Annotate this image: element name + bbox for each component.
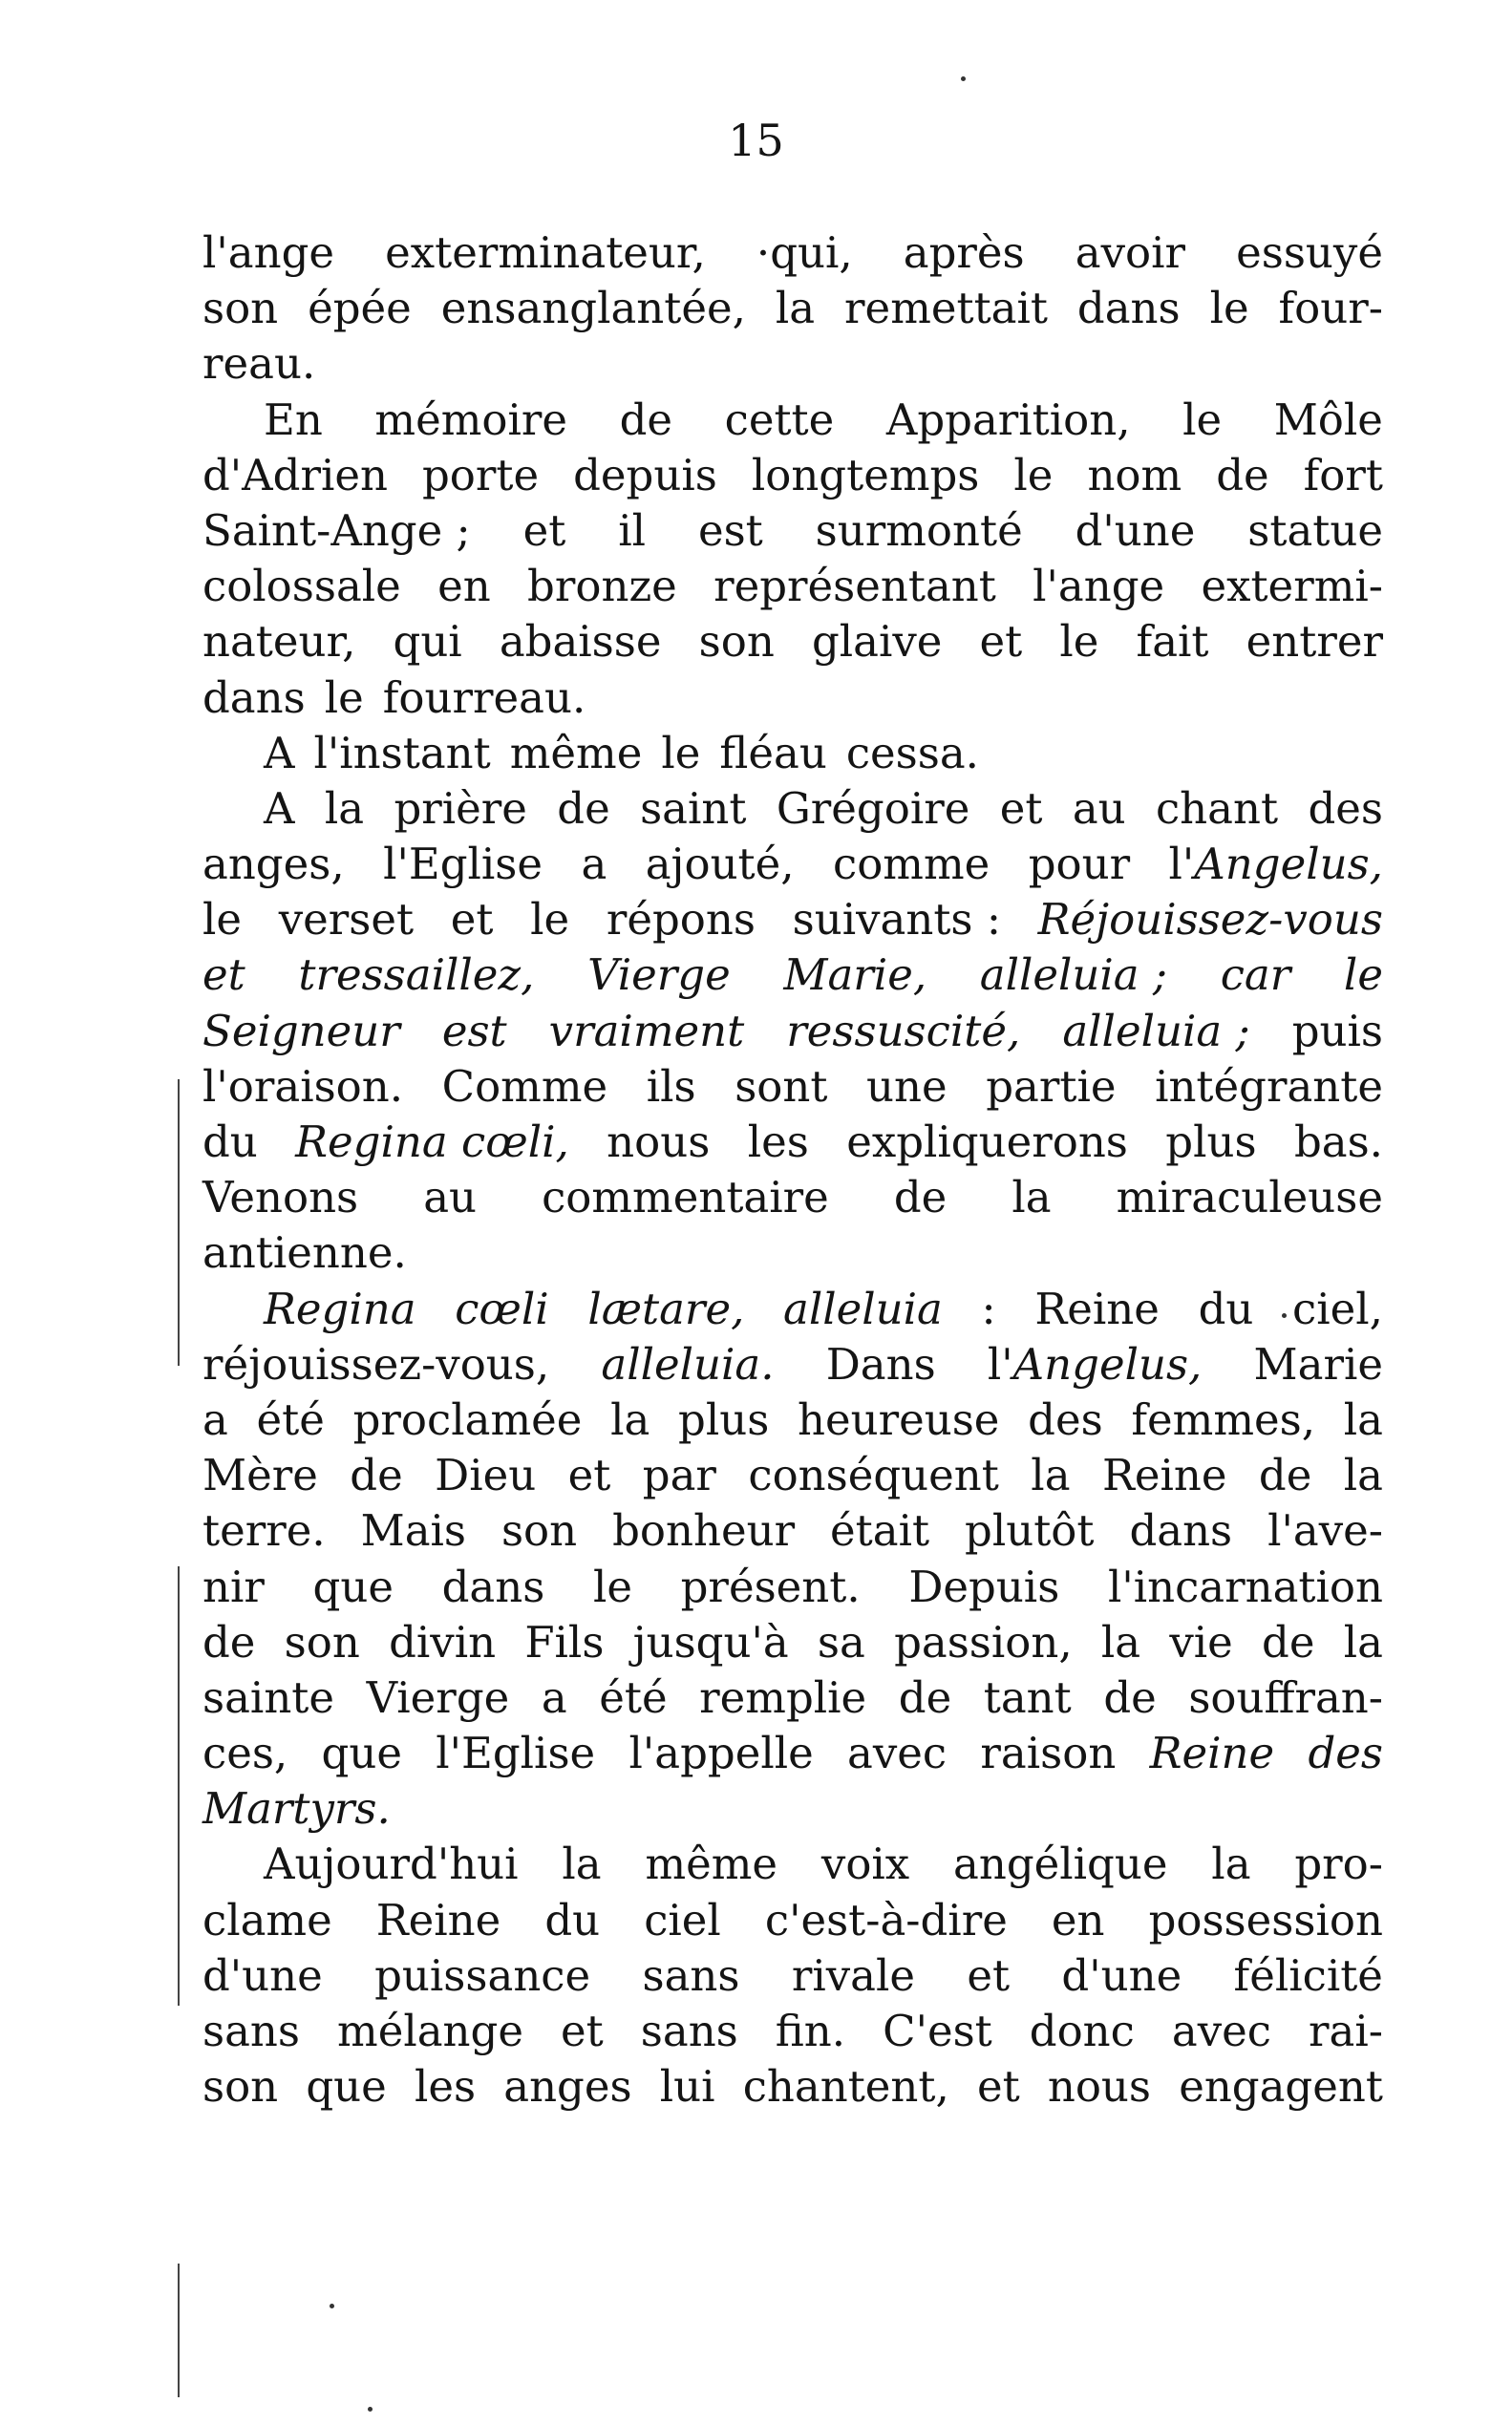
word: : bbox=[981, 1283, 996, 1334]
word: les bbox=[747, 1116, 809, 1167]
word: son bbox=[202, 2061, 279, 2113]
word: le bbox=[1209, 283, 1249, 334]
word: nous bbox=[607, 1116, 711, 1167]
word: au bbox=[1072, 782, 1126, 834]
word: de bbox=[1216, 449, 1269, 500]
word: nir bbox=[202, 1561, 265, 1612]
word: pro- bbox=[1294, 1839, 1383, 1890]
text-line bbox=[202, 1004, 1383, 1059]
text-line bbox=[202, 225, 1383, 281]
word: le bbox=[202, 894, 243, 946]
word: surmonté bbox=[815, 504, 1023, 556]
word: plus bbox=[1165, 1116, 1257, 1167]
text-line bbox=[202, 670, 1383, 726]
word: engagent bbox=[1179, 2061, 1383, 2113]
page-number: 15 bbox=[728, 115, 784, 166]
text-line bbox=[202, 281, 1383, 336]
word: et bbox=[976, 2061, 1020, 2113]
word: nous bbox=[1047, 2061, 1152, 2113]
word: nateur, bbox=[202, 616, 356, 668]
word: dans bbox=[1129, 1505, 1233, 1557]
word: de bbox=[1103, 1671, 1157, 1723]
word: du bbox=[1198, 1283, 1254, 1334]
word: alleluia ; bbox=[979, 949, 1168, 1001]
word: A bbox=[264, 727, 295, 778]
word: le bbox=[324, 671, 364, 723]
word: et bbox=[979, 616, 1023, 668]
word: chantent, bbox=[742, 2061, 949, 2113]
word: félicité bbox=[1233, 1949, 1383, 2001]
word: cœli bbox=[455, 1283, 549, 1334]
word: présent. bbox=[680, 1561, 861, 1612]
word: fort bbox=[1303, 449, 1383, 500]
text-line bbox=[202, 1726, 1383, 1781]
word: chant bbox=[1155, 782, 1279, 834]
word: et bbox=[202, 949, 245, 1001]
word: et bbox=[450, 894, 494, 946]
word: épée bbox=[308, 283, 412, 334]
word: antienne. bbox=[202, 1227, 407, 1279]
word: la bbox=[1343, 1616, 1383, 1668]
word: Saint-Ange ; bbox=[202, 504, 471, 556]
word: entrer bbox=[1246, 616, 1383, 668]
word: car bbox=[1220, 949, 1291, 1001]
word: possession bbox=[1148, 1894, 1383, 1946]
text-line bbox=[202, 1282, 1383, 1337]
word: il bbox=[618, 504, 647, 556]
word: voix bbox=[820, 1839, 910, 1890]
word: conséquent bbox=[748, 1450, 999, 1501]
word: qui bbox=[393, 616, 462, 668]
word: de bbox=[557, 782, 610, 834]
text-line bbox=[202, 947, 1383, 1003]
text-line bbox=[202, 1781, 1383, 1837]
word: la bbox=[1012, 1172, 1052, 1223]
text-line bbox=[202, 1503, 1383, 1559]
text-line bbox=[202, 1948, 1383, 2004]
word: l'ave- bbox=[1267, 1505, 1383, 1557]
word: C'est bbox=[883, 2006, 992, 2056]
word: Vierge bbox=[587, 949, 731, 1001]
word: Venons bbox=[202, 1172, 359, 1223]
word: avoir bbox=[1075, 227, 1185, 278]
text-line bbox=[202, 1393, 1383, 1448]
text-line bbox=[202, 892, 1383, 947]
word: essuyé bbox=[1236, 227, 1383, 278]
word: de bbox=[1258, 1450, 1312, 1501]
word: son bbox=[202, 283, 279, 334]
word: rivale bbox=[791, 1949, 916, 2001]
word: l'Eglise bbox=[436, 1728, 596, 1779]
margin-mark bbox=[178, 1079, 180, 1366]
word: l'oraison. bbox=[202, 1060, 404, 1112]
word: Réjouissez-vous bbox=[1037, 894, 1383, 946]
word: Grégoire bbox=[776, 782, 970, 834]
word: que bbox=[306, 2061, 387, 2113]
word: la bbox=[775, 283, 816, 334]
word: cessa. bbox=[845, 727, 979, 778]
word: et bbox=[561, 2006, 604, 2056]
word: cette bbox=[724, 393, 835, 445]
word: lui bbox=[659, 2061, 715, 2113]
word: en bbox=[1051, 1894, 1105, 1946]
word: d'une bbox=[1075, 504, 1196, 556]
text-line bbox=[202, 1615, 1383, 1670]
word: pour bbox=[1028, 839, 1131, 890]
word: les bbox=[414, 2061, 477, 2113]
word: depuis bbox=[573, 449, 717, 500]
word: que bbox=[321, 1728, 402, 1779]
word: rai- bbox=[1309, 2006, 1383, 2056]
word: sont bbox=[735, 1060, 828, 1112]
word: même bbox=[509, 727, 643, 778]
word: abaisse bbox=[499, 616, 662, 668]
word: puissance bbox=[374, 1949, 591, 2001]
word: remettait bbox=[844, 283, 1048, 334]
word: verset bbox=[278, 894, 415, 946]
word: En bbox=[264, 393, 323, 445]
text-line bbox=[202, 448, 1383, 503]
word: a bbox=[581, 839, 607, 890]
word: le bbox=[1059, 616, 1099, 668]
word: l'Angelus, bbox=[1168, 839, 1383, 890]
word: et bbox=[999, 782, 1043, 834]
word: son bbox=[284, 1616, 360, 1668]
word: Dieu bbox=[435, 1450, 537, 1501]
word: Reine bbox=[375, 1894, 501, 1946]
word: alleluia bbox=[783, 1283, 943, 1334]
word: c'est-à-dire bbox=[764, 1894, 1008, 1946]
text-line bbox=[202, 559, 1383, 614]
word: miraculeuse bbox=[1116, 1172, 1383, 1223]
word: vraiment bbox=[548, 1005, 745, 1056]
word: donc bbox=[1029, 2006, 1135, 2056]
word: été bbox=[256, 1393, 325, 1445]
word: fléau bbox=[719, 727, 827, 778]
word: d'une bbox=[202, 1949, 323, 2001]
text-line bbox=[202, 781, 1383, 837]
text-line bbox=[202, 1170, 1383, 1225]
word: mémoire bbox=[374, 393, 568, 445]
word: Reine bbox=[1149, 1728, 1275, 1779]
word: suivants : bbox=[792, 894, 1001, 946]
word: son bbox=[500, 1505, 578, 1557]
word: partie bbox=[986, 1060, 1117, 1112]
word: extermi- bbox=[1201, 561, 1383, 612]
word: même bbox=[645, 1839, 778, 1890]
text-line bbox=[202, 1225, 1383, 1281]
word: bas. bbox=[1293, 1116, 1383, 1167]
word: la bbox=[1211, 1839, 1251, 1890]
word: une bbox=[866, 1060, 948, 1112]
word: de bbox=[898, 1671, 952, 1723]
word: répons bbox=[606, 894, 756, 946]
word: de bbox=[350, 1450, 403, 1501]
word: est bbox=[697, 504, 763, 556]
text-line bbox=[202, 1893, 1383, 1948]
word: avec bbox=[1171, 2006, 1271, 2056]
word: en bbox=[437, 561, 491, 612]
text-line bbox=[202, 1560, 1383, 1615]
word: Aujourd'hui bbox=[264, 1839, 519, 1890]
word: Môle bbox=[1273, 393, 1383, 445]
word: Mère bbox=[202, 1450, 318, 1501]
word: commentaire bbox=[542, 1172, 829, 1223]
text-line bbox=[202, 1059, 1383, 1115]
word: et bbox=[567, 1450, 611, 1501]
word: mélange bbox=[337, 2006, 523, 2056]
word: lætare, bbox=[587, 1283, 745, 1334]
word: par bbox=[642, 1450, 716, 1501]
word: puis bbox=[1291, 1005, 1383, 1056]
word: remplie bbox=[699, 1671, 867, 1723]
word: des bbox=[1308, 1728, 1383, 1779]
word: Vierge bbox=[366, 1671, 510, 1723]
word: A bbox=[264, 782, 295, 834]
word: anges, bbox=[202, 839, 345, 890]
word: statue bbox=[1247, 504, 1383, 556]
word: proclamée bbox=[352, 1393, 583, 1445]
word: le bbox=[661, 727, 701, 778]
word: sans bbox=[202, 2006, 300, 2056]
text-line bbox=[202, 614, 1383, 670]
word: passion, bbox=[894, 1616, 1073, 1668]
word: ensanglantée, bbox=[440, 283, 746, 334]
word: exterminateur, bbox=[385, 227, 706, 278]
word: du bbox=[202, 1116, 258, 1167]
word: fin. bbox=[775, 2006, 846, 2056]
word: saint bbox=[640, 782, 747, 834]
word: la bbox=[1343, 1450, 1383, 1501]
word: de bbox=[1262, 1616, 1315, 1668]
word: après bbox=[903, 227, 1025, 278]
word: terre. bbox=[202, 1505, 326, 1557]
word: Marie bbox=[1253, 1338, 1383, 1390]
word: et bbox=[967, 1949, 1011, 2001]
word: a bbox=[202, 1393, 228, 1445]
text-line bbox=[202, 503, 1383, 559]
word: Reine bbox=[1101, 1450, 1227, 1501]
word: reau. bbox=[202, 338, 316, 390]
word: tant bbox=[983, 1671, 1072, 1723]
word: la bbox=[324, 782, 365, 834]
word: clame bbox=[202, 1894, 332, 1946]
word: sans bbox=[640, 2006, 738, 2056]
word: était bbox=[830, 1505, 930, 1557]
word: la bbox=[1100, 1616, 1141, 1668]
word: du bbox=[544, 1894, 601, 1946]
word: bronze bbox=[527, 561, 677, 612]
word: Regina bbox=[264, 1283, 416, 1334]
word: l'Eglise bbox=[383, 839, 543, 890]
word: Dans bbox=[825, 1338, 936, 1390]
word: vie bbox=[1169, 1616, 1233, 1668]
word: la bbox=[1031, 1450, 1071, 1501]
word: prière bbox=[394, 782, 527, 834]
word: Seigneur bbox=[202, 1005, 400, 1056]
text-line bbox=[202, 837, 1383, 892]
text-line bbox=[202, 2004, 1383, 2059]
ink-speck bbox=[368, 2407, 373, 2412]
word: le bbox=[1013, 449, 1054, 500]
margin-mark bbox=[178, 2264, 180, 2397]
word: comme bbox=[833, 839, 990, 890]
word: anges bbox=[503, 2061, 632, 2113]
word: bonheur bbox=[612, 1505, 796, 1557]
word: et bbox=[522, 504, 566, 556]
word: est bbox=[441, 1005, 507, 1056]
text-line bbox=[202, 2059, 1383, 2115]
word: sa bbox=[817, 1616, 865, 1668]
word: l'incarnation bbox=[1107, 1561, 1383, 1612]
word: Regina cœli, bbox=[295, 1116, 569, 1167]
word: l'ange bbox=[1033, 561, 1165, 612]
word: alleluia ; bbox=[1062, 1005, 1250, 1056]
word: plutôt bbox=[965, 1505, 1095, 1557]
text-line bbox=[202, 1670, 1383, 1726]
word: ressuscité, bbox=[786, 1005, 1021, 1056]
body-text bbox=[202, 225, 1383, 2115]
word: raison bbox=[980, 1728, 1117, 1779]
word: la bbox=[1343, 1393, 1383, 1445]
text-line bbox=[202, 1337, 1383, 1393]
word: ils bbox=[646, 1060, 696, 1112]
word: Apparition, bbox=[885, 393, 1131, 445]
word: des bbox=[1308, 782, 1383, 834]
word: d'Adrien bbox=[202, 449, 388, 500]
word: Reine bbox=[1034, 1283, 1160, 1334]
word: porte bbox=[422, 449, 540, 500]
word: jusqu'à bbox=[632, 1616, 789, 1668]
word: Depuis bbox=[908, 1561, 1060, 1612]
word: l'instant bbox=[313, 727, 491, 778]
word: ajouté, bbox=[645, 839, 795, 890]
word: réjouissez-vous, bbox=[202, 1338, 550, 1390]
word: sainte bbox=[202, 1671, 335, 1723]
word: dans bbox=[1076, 283, 1181, 334]
text-line bbox=[202, 336, 1383, 392]
word: heureuse bbox=[798, 1393, 1000, 1445]
word: d'une bbox=[1061, 1949, 1182, 2001]
word: de bbox=[619, 393, 673, 445]
word: le bbox=[1343, 949, 1383, 1001]
word: avec bbox=[847, 1728, 948, 1779]
word: dans bbox=[441, 1561, 545, 1612]
text-line bbox=[202, 393, 1383, 448]
word: nom bbox=[1087, 449, 1182, 500]
word: de bbox=[202, 1616, 256, 1668]
word: l'ange bbox=[202, 227, 335, 278]
word: a bbox=[541, 1671, 567, 1723]
word: de bbox=[893, 1172, 948, 1223]
text-line bbox=[202, 1115, 1383, 1170]
word: au bbox=[423, 1172, 478, 1223]
word: glaive bbox=[811, 616, 943, 668]
word: dans bbox=[202, 671, 306, 723]
text-line bbox=[202, 726, 1383, 781]
word: colossale bbox=[202, 561, 401, 612]
word: que bbox=[312, 1561, 394, 1612]
word: des bbox=[1028, 1393, 1103, 1445]
word: ·qui, bbox=[756, 227, 853, 278]
word: longtemps bbox=[751, 449, 980, 500]
word: Marie, bbox=[783, 949, 927, 1001]
word: plus bbox=[678, 1393, 770, 1445]
word: Martyrs. bbox=[202, 1783, 391, 1835]
word: expliquerons bbox=[846, 1116, 1128, 1167]
word: tressaillez, bbox=[298, 949, 535, 1001]
word: Comme bbox=[441, 1060, 608, 1112]
word: ciel, bbox=[1292, 1283, 1383, 1334]
word: fourreau. bbox=[382, 671, 586, 723]
margin-mark bbox=[178, 1566, 180, 2006]
word: Mais bbox=[360, 1505, 467, 1557]
word: la bbox=[562, 1839, 602, 1890]
word: la bbox=[610, 1393, 650, 1445]
word: fait bbox=[1136, 616, 1209, 668]
word: son bbox=[698, 616, 775, 668]
word: angélique bbox=[953, 1839, 1168, 1890]
word: femmes, bbox=[1131, 1393, 1316, 1445]
word: Fils bbox=[524, 1616, 605, 1668]
word: divin bbox=[389, 1616, 497, 1668]
word: le bbox=[592, 1561, 632, 1612]
word: ces, bbox=[202, 1728, 288, 1779]
word: alleluia. bbox=[601, 1338, 775, 1390]
word: intégrante bbox=[1155, 1060, 1383, 1112]
ink-speck bbox=[330, 2304, 334, 2308]
word: souffran- bbox=[1188, 1671, 1383, 1723]
word: l'appelle bbox=[628, 1728, 814, 1779]
word: four- bbox=[1278, 283, 1383, 334]
ink-speck bbox=[961, 76, 966, 81]
word: ciel bbox=[644, 1894, 721, 1946]
text-line bbox=[202, 1448, 1383, 1503]
word: représentant bbox=[713, 561, 996, 612]
word: l'Angelus, bbox=[987, 1338, 1203, 1390]
word: été bbox=[599, 1671, 668, 1723]
word: le bbox=[1182, 393, 1223, 445]
word: sans bbox=[642, 1949, 740, 2001]
text-line bbox=[202, 1837, 1383, 1892]
word: le bbox=[530, 894, 570, 946]
